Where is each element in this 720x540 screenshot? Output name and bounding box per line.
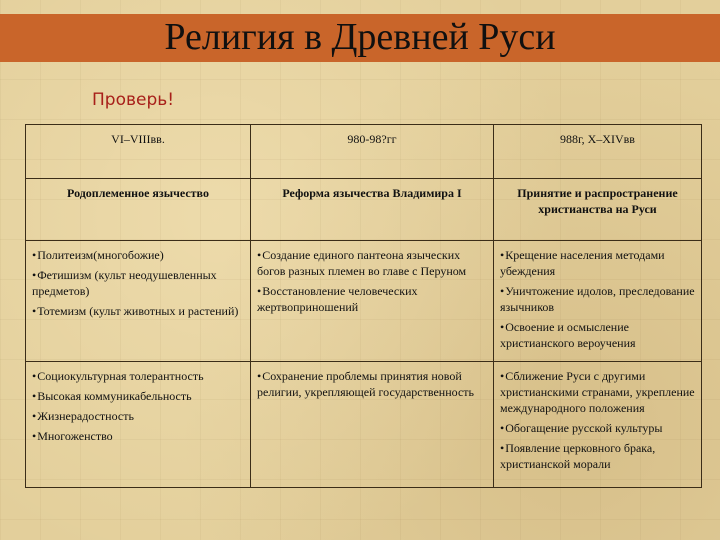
heading-label: Родоплеменное язычество [67, 186, 209, 200]
list-item [32, 368, 244, 384]
features-cell [26, 241, 251, 362]
list-item [500, 319, 695, 351]
period-label: 988г, X–XIVвв [560, 132, 635, 146]
heading-label: Принятие и распространение христианства на Руси [517, 186, 678, 216]
list-item [32, 388, 244, 404]
item-text: Сохранение проблемы принятия новой религии, укрепляющей государственность [257, 369, 474, 399]
bullet-icon: • [257, 248, 262, 262]
item-text: Высокая коммуникабельность [37, 389, 192, 403]
heading-cell [494, 179, 702, 241]
item-text: Уничтожение идолов, преследование язычников [500, 284, 695, 314]
period-row [26, 125, 702, 179]
item-text: Восстановление человеческих жертвоприношений [257, 284, 418, 314]
item-text: Фетишизм (культ неодушевленных предметов) [32, 268, 217, 298]
consequences-row [26, 362, 702, 488]
bullet-icon: • [257, 369, 262, 383]
bullet-icon: • [500, 248, 505, 262]
features-cell [494, 241, 702, 362]
heading-row [26, 179, 702, 241]
item-text: Жизнерадостность [37, 409, 134, 423]
item-text: Тотемизм (культ животных и растений) [37, 304, 239, 318]
period-cell [251, 125, 494, 179]
bullet-icon: • [32, 389, 37, 403]
bullet-icon: • [257, 284, 262, 298]
list-item [500, 368, 695, 416]
period-cell [494, 125, 702, 179]
bullet-icon: • [32, 304, 37, 318]
page-title: Религия в Древней Руси [164, 16, 556, 58]
bullet-icon: • [500, 320, 505, 334]
features-cell [251, 241, 494, 362]
list-item [500, 420, 695, 436]
list-item [500, 247, 695, 279]
features-row [26, 241, 702, 362]
item-text: Социокультурная толерантность [37, 369, 204, 383]
list-item [257, 247, 487, 279]
heading-cell [26, 179, 251, 241]
bullet-icon: • [500, 441, 505, 455]
consequences-cell [251, 362, 494, 488]
list-item [257, 368, 487, 400]
bullet-icon: • [500, 284, 505, 298]
consequences-cell [494, 362, 702, 488]
item-text: Создание единого пантеона языческих богов разных племен во главе с Перуном [257, 248, 467, 278]
bullet-icon: • [32, 268, 37, 282]
bullet-icon: • [500, 421, 505, 435]
item-text: Многоженство [37, 429, 113, 443]
list-item [32, 247, 244, 263]
bullet-icon: • [32, 409, 37, 423]
bullet-icon: • [32, 429, 37, 443]
period-cell [26, 125, 251, 179]
list-item [32, 267, 244, 299]
bullet-icon: • [32, 248, 37, 262]
list-item [257, 283, 487, 315]
list-item [500, 283, 695, 315]
heading-cell [251, 179, 494, 241]
item-text: Обогащение русской культуры [505, 421, 663, 435]
list-item [32, 303, 244, 319]
item-text: Политеизм(многобожие) [37, 248, 164, 262]
item-text: Появление церковного брака, христианской морали [500, 441, 656, 471]
list-item [500, 440, 695, 472]
religion-table [25, 124, 702, 488]
item-text: Освоение и осмысление христианского вероучения [500, 320, 636, 350]
period-label: VI–VIIIвв. [111, 132, 165, 146]
heading-label: Реформа язычества Владимира I [282, 186, 462, 200]
bullet-icon: • [500, 369, 505, 383]
bullet-icon: • [32, 369, 37, 383]
period-label: 980-98?гг [347, 132, 397, 146]
consequences-cell [26, 362, 251, 488]
item-text: Крещение населения методами убеждения [500, 248, 665, 278]
list-item [32, 408, 244, 424]
check-label: Проверь! [92, 90, 175, 110]
list-item [32, 428, 244, 444]
item-text: Сближение Руси с другими христианскими странами, укрепление международного положения [500, 369, 695, 415]
